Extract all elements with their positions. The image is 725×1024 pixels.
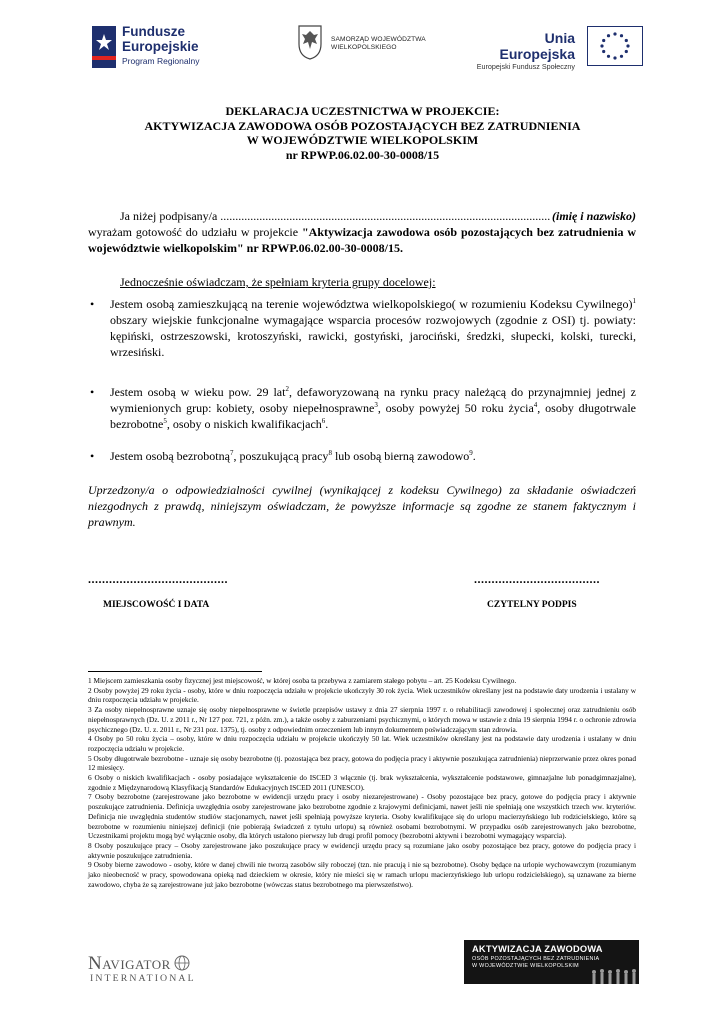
- b3-a: Jestem osobą bezrobotną: [110, 449, 230, 463]
- footnote: 2 Osoby powyżej 29 roku życia - osoby, które w dniu rozpoczęcia udziału w projekcie ukończyły 30 rok życia. Wiek uczestników określany jest na podstawie daty urodzenia i ustalany w dniu rozpoczęcia udziału w projekcie.: [88, 685, 636, 705]
- title-line4: nr RPWP.06.02.00-30-0008/15: [285, 147, 440, 162]
- title-line3: W WOJEWÓDZTWIE WIELKOPOLSKIM: [246, 133, 479, 147]
- footnote: 8 Osoby poszukujące pracy – Osoby zarejestrowane jako poszukujące pracy w ewidencji urzędu pracy są rozumiane jako osoby pozostające bez pracy, gotowe do podjęcia pracy i aktywnie poszukujące zatrudnienia.: [88, 840, 636, 860]
- navigator-logo: [88, 951, 198, 991]
- project-logo: [464, 940, 639, 984]
- criteria-list: [88, 296, 636, 464]
- title-line1: DEKLARACJA UCZESTNICTWA W PROJEKCIE:: [225, 104, 500, 118]
- fe-line1: Fundusze: [122, 24, 185, 39]
- b3-sup-b: 8: [328, 449, 332, 457]
- consent-project: "Aktywizacja zawodowa osób pozostających bez zatrudnienia w województwie wielkopolskim" nr RPWP.06.02.00-30-0008/15.: [88, 225, 637, 255]
- b2-b: , defaworyzowaną na rynku pracy należącą do przynajmniej jednej z wymienionych grup: kobiety, osoby niepełnosprawne: [110, 385, 636, 415]
- footnote-divider: [88, 671, 262, 672]
- criteria-heading-text: Jednocześnie oświadczam, że spełniam kryteria grupy docelowej:: [120, 275, 436, 289]
- ue-line1: Unia Europejska: [499, 30, 575, 62]
- ue-line2: Europejski Fundusz Społeczny: [476, 62, 575, 71]
- b2-a: Jestem osobą w wieku pow. 29 lat: [110, 385, 286, 399]
- b2-sup-b: 3: [374, 401, 378, 409]
- project-logo-line1: AKTYWIZACJA ZAWODOWA: [472, 944, 603, 954]
- b2-d: , osoby długotrwale bezrobotne: [110, 401, 636, 431]
- sw-line1: SAMORZĄD WOJEWÓDZTWA: [331, 36, 426, 43]
- b3-sup-a: 7: [229, 449, 234, 457]
- criteria-item-status: [88, 448, 636, 464]
- fe-text: [122, 24, 199, 67]
- place-date-label: MIEJSCOWOŚĆ I DATA: [103, 600, 210, 610]
- declaration-paragraph: [88, 208, 636, 256]
- b2-c: , osoby powyżej 50 roku życia: [377, 401, 534, 415]
- document-title: [60, 104, 665, 162]
- fe-line2: Europejskie: [122, 39, 199, 54]
- signature-field[interactable]: ....................................: [474, 572, 600, 586]
- b2-sup-e: 6: [321, 417, 326, 425]
- project-logo-line3: W WOJEWÓDZTWIE WIELKOPOLSKIM: [472, 963, 579, 969]
- b1-a: Jestem osobą zamieszkującą na terenie województwa wielkopolskiego( w rozumieniu Kodeksu Cywilnego): [110, 297, 633, 311]
- b1-sup: 1: [632, 297, 636, 305]
- footnote: 1 Miejscem zamieszkania osoby fizycznej jest miejscowość, w której osoba ta przebywa z zamiarem stałego pobytu – art. 25 Kodeksu Cywilnego.: [88, 676, 517, 685]
- b2-f: .: [325, 417, 329, 431]
- samorzad-text: [331, 36, 426, 52]
- fundusze-europejskie-logo: [92, 20, 242, 74]
- navigator-line2: INTERNATIONAL: [90, 973, 196, 984]
- fe-line3: Program Regionalny: [122, 56, 200, 66]
- b2-sup-c: 4: [533, 401, 538, 409]
- declaration-intro-line: [88, 208, 636, 224]
- footnote: 7 Osoby bezrobotne (zarejestrowane jako bezrobotne w ewidencji urzędu pracy i osoby niezarejestrowane) - Osoby pozostające bez pracy, gotowe do podjęcia pracy i aktywnie poszukujące zatrudnienia. Definicja uwzględnia osoby zarejestrowane jako bezrobotne zgodnie z krajowymi definicjami, nawet jeśli nie spełniają one wszystkich trzech ww. kryteriów. Definicja nie uwzględnia studentów studiów stacjonarnych, nawet jeśli spełniają powyższe kryteria. Osoby kwalifikujące się do urlopu macierzyńskiego lub rodzicielskiego, które są bezrobotne w rozumieniu niniejszej definicji (nie pobierają świadczeń z tytułu urlopu) są również osobami bezrobotnymi. W przypadku osób zarejestrowanych jako bezrobotne, Uczestnikami projektu mogą być wyłącznie osoby, dla których ustalono pierwszy lub drugi profil pomocy (bezrobotni aktywni i bezrobotni wymagający wsparcia).: [88, 792, 636, 841]
- footnote: 4 Osoby po 50 roku życia – osoby, które w dniu rozpoczęcia udziału w projekcie ukończyły 50 lat. Wiek uczestników określany jest na podstawie daty urodzenia i ustalany w dniu rozpoczęcia udziału w projekcie.: [88, 734, 636, 753]
- footnote: 3 Za osoby niepełnosprawne uznaje się osoby niepełnosprawne w świetle przepisów ustawy z dnia 27 sierpnia 1997 r. o rehabilitacji zawodowej i społecznej oraz zatrudnieniu osób niepełnosprawnych (Dz. U. z 2011 r., Nr 127 poz. 721, z późn. zm.), a także osoby z zaburzeniami psychicznymi, o których mowa w ustawie z dnia 19 sierpnia 1994 r. o ochronie zdrowia psychicznego (Dz. U. z. 2011 r., Nr 231 poz. 1375), tj. osoby z odpowiednim orzeczeniem lub innym dokumentem poświadczającym stan zdrowia.: [88, 705, 636, 734]
- declaration-intro: Ja niżej podpisany/a ..............................................................................................................: [120, 209, 551, 223]
- navigator-line1: Navigator: [88, 953, 171, 974]
- globe-icon: [174, 955, 190, 971]
- sw-line2: WIELKOPOLSKIEGO: [331, 44, 397, 51]
- footnote: 9 Osoby bierne zawodowo - osoby, które w danej chwili nie tworzą zasobów siły roboczej (tzn. nie pracują i nie są bezrobotne). Osoby będące na urlopie wychowawczym (rozumianym jako nieobecność w pracy, spowodowana opieką nad dzieckiem w okresie, który nie mieści się w ramach urlopu macierzyńskiego lub urlopu rodzicielskiego), są uznawane za bierne zawodowo, chyba że są zarejestrowane już jako bezrobotne (wówczas status bezrobotnego ma pierwszeństwo).: [88, 860, 636, 889]
- b3-c: lub osobą bierną zawodowo: [331, 449, 470, 463]
- b2-e: , osoby o niskich kwalifikacjach: [166, 417, 322, 431]
- b3-sup-c: 9: [469, 449, 473, 457]
- b2-sup-d: 5: [163, 417, 167, 425]
- unia-europejska-logo: [475, 24, 645, 74]
- footnotes: [88, 676, 636, 889]
- eagle-crest-icon: [297, 24, 323, 60]
- liability-statement: Uprzedzony/a o odpowiedzialności cywilnej (wynikającej z kodeksu Cywilnego) za składanie oświadczeń niezgodnych z prawdą, niniejszym oświadczam, że powyższe informacje są zgodne ze stanem faktycznym i prawnym.: [88, 483, 636, 529]
- signature-label: CZYTELNY PODPIS: [487, 600, 577, 610]
- ue-text: [475, 30, 575, 72]
- people-silhouettes-icon: [464, 968, 639, 984]
- title-line2: AKTYWIZACJA ZAWODOWA OSÓB POZOSTAJĄCYCH BEZ ZATRUDNIENIA: [144, 118, 581, 133]
- criteria-heading: [120, 274, 636, 290]
- b2-sup-a: 2: [285, 385, 289, 393]
- footnote: 5 Osoby długotrwale bezrobotne - uznaje się osoby bezrobotne (tj. pozostająca bez pracy, gotowa do podjęcia pracy i aktywnie poszukująca zatrudnienia) nieprzerwanie przez okres ponad 12 miesięcy.: [88, 753, 636, 773]
- place-date-field[interactable]: ........................................: [88, 572, 228, 586]
- fe-star-icon: [92, 26, 116, 68]
- b1-b: obszary wiejskie funkcjonalne wymagające wsparcia procesów rozwojowych (zgodnie z OSI) tj. powiaty: kępiński, ostrzeszowski, krotoszyński, rawicki, gostyński, jarociński, średzki, słupecki, kolski, turecki, wrzesiński.: [110, 313, 636, 359]
- footnote: 6 Osoby o niskich kwalifikacjach - osoby posiadające wykształcenie do ISCED 3 włącznie (tj. brak wykształcenia, wykształcenie podstawowe, gimnazjalne lub ponadgimnazjalne), zgodnie z Międzynarodową Klasyfikacją Standardów Edukacyjnych ISCED 2011 (UNESCO).: [88, 773, 636, 792]
- b3-b: , poszukującą pracy: [233, 449, 329, 463]
- project-logo-line2: OSÓB POZOSTAJĄCYCH BEZ ZATRUDNIENIA: [472, 956, 600, 962]
- b3-d: .: [472, 449, 476, 463]
- name-hint: (imię i nazwisko): [551, 209, 636, 223]
- consent-prefix: wyrażam gotowość do udziału w projekcie: [88, 225, 302, 239]
- samorzad-logo: [297, 24, 437, 68]
- header-logos: [0, 14, 725, 74]
- criteria-item-residence: [88, 296, 636, 360]
- criteria-item-age: [88, 384, 636, 432]
- eu-flag-icon: [587, 26, 643, 66]
